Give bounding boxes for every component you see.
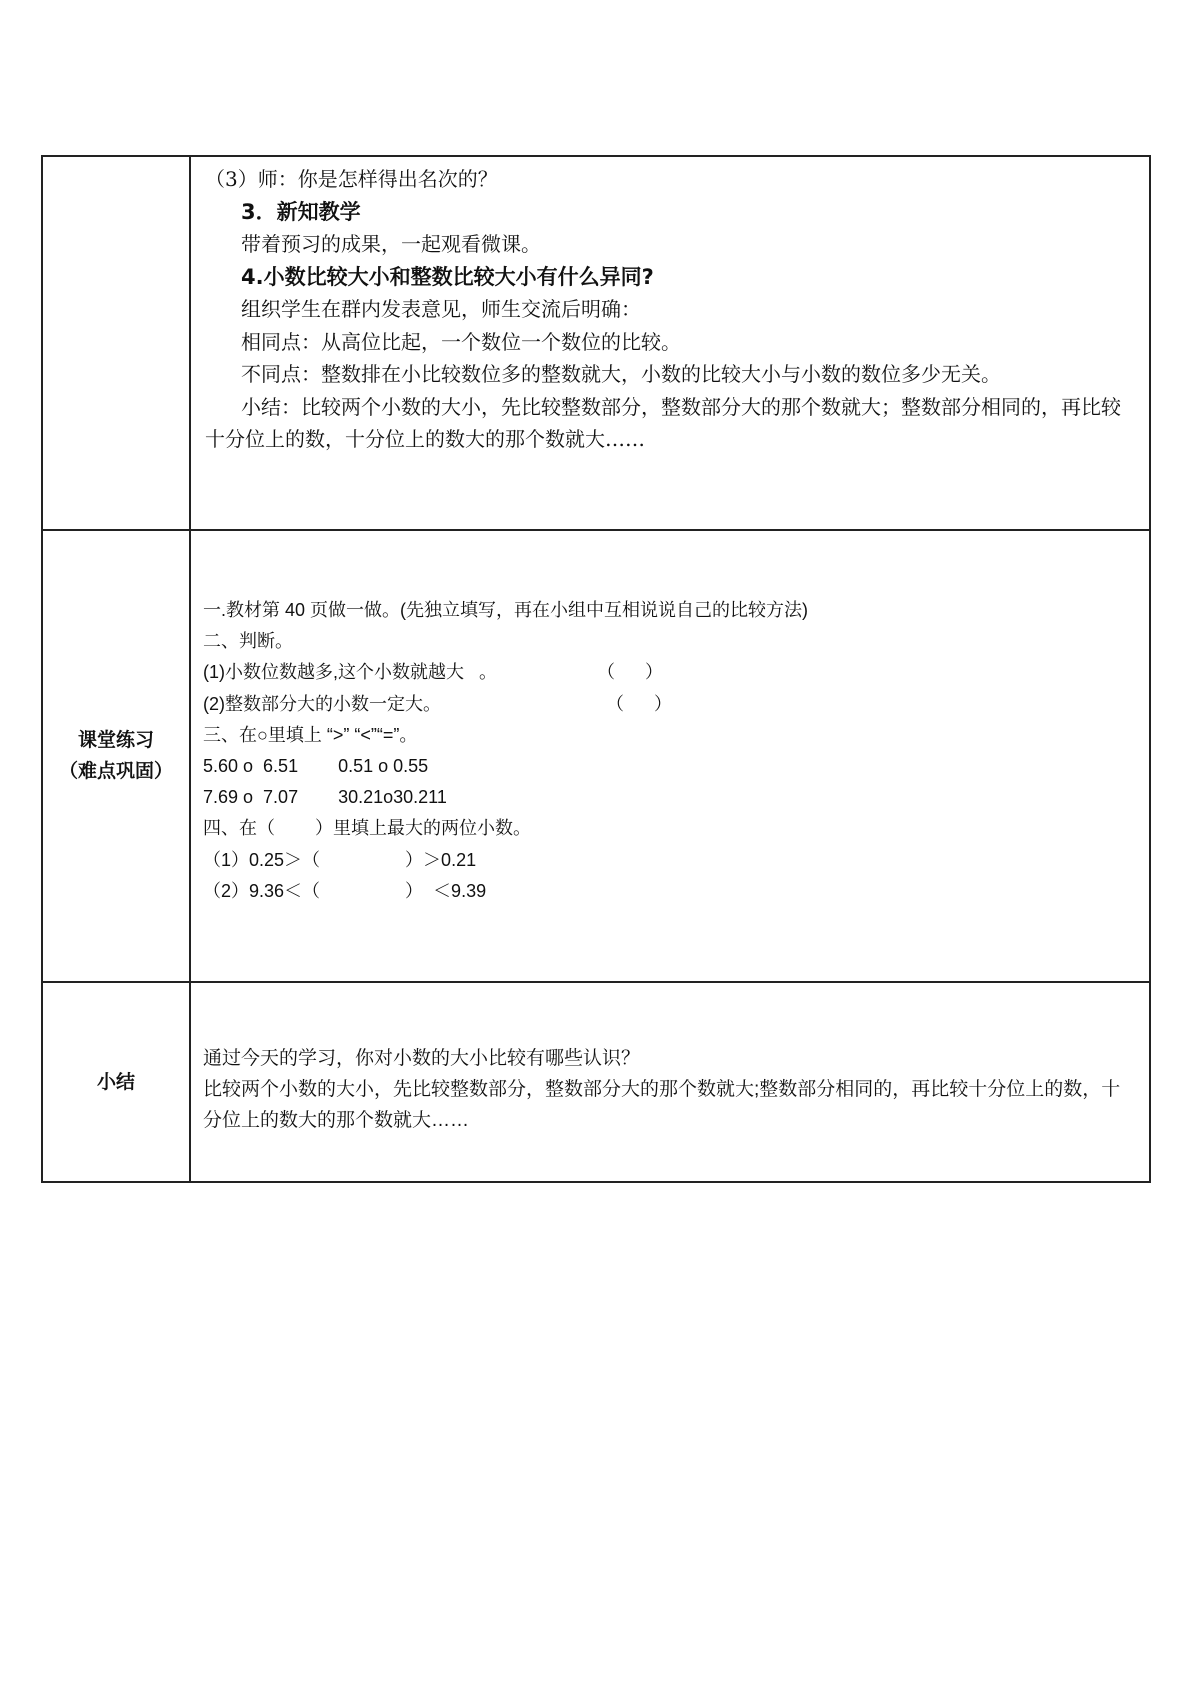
practice-label-cell (42, 530, 190, 982)
teaching-row (42, 156, 1150, 530)
comparison-heading: 4.小数比较大小和整数比较大小有什么异同? (241, 264, 654, 289)
judge-item-2: (2)整数部分大的小数一定大。 （ ） (203, 693, 673, 714)
practice-content-cell (190, 530, 1150, 982)
teaching-label-cell (42, 156, 190, 530)
difference-line: 不同点：整数排在小比较数位多的整数就大，小数的比较大小与小数的数位多少无关。 (241, 362, 1001, 386)
summary-content-cell (190, 982, 1150, 1182)
practice-label: 课堂练习 (77, 729, 154, 751)
compare-heading: 三、在○里填上 “>” “<”“=”。 (203, 724, 418, 745)
summary-answer: 比较两个小数的大小，先比较整数部分，整数部分大的那个数就大;整数部分相同的，再比较十分位上的数，十分位上的数大的那个数就大…… (203, 1079, 1121, 1131)
compare-row-2: 7.69 o 7.07 30.21o30.211 (203, 787, 447, 808)
fill-item-1: （1）0.25＞（ ）＞0.21 (203, 849, 477, 870)
summary-label-cell (42, 982, 190, 1182)
lesson-plan-table (41, 155, 1151, 1183)
discussion-line: 组织学生在群内发表意见，师生交流后明确： (241, 297, 641, 321)
summary-line: 小结：比较两个小数的大小，先比较整数部分，整数部分大的那个数就大；整数部分相同的，再比较十分位上的数，十分位上的数大的那个数就大…… (205, 394, 1121, 451)
lesson-plan-sheet (41, 155, 1151, 1183)
exercise-textbook-line: 一.教材第 40 页做一做。(先独立填写，再在小组中互相说说自己的比较方法) (203, 600, 809, 620)
question-line: （3）师：你是怎样得出名次的？ (205, 167, 498, 191)
similarity-line: 相同点：从高位比起，一个数位一个数位的比较。 (241, 329, 681, 354)
exercise-judge-heading: 二、判断。 (203, 631, 293, 652)
fill-heading: 四、在（ ）里填上最大的两位小数。 (203, 818, 532, 839)
summary-row (42, 982, 1150, 1182)
compare-row-1: 5.60 o 6.51 0.51 o 0.55 (203, 756, 429, 777)
teaching-content-cell (190, 156, 1150, 530)
micro-lesson-line: 带着预习的成果，一起观看微课。 (241, 232, 541, 256)
practice-sublabel: （难点巩固） (58, 760, 173, 782)
judge-item-1: (1)小数位数越多,这个小数就越大 。 （ ） (203, 662, 664, 683)
summary-question: 通过今天的学习，你对小数的大小比较有哪些认识？ (203, 1048, 641, 1069)
new-knowledge-heading: 3．新知教学 (241, 199, 361, 224)
practice-row (42, 530, 1150, 982)
summary-label: 小结 (96, 1070, 135, 1093)
fill-item-2: （2）9.36＜（ ） ＜9.39 (203, 880, 487, 901)
